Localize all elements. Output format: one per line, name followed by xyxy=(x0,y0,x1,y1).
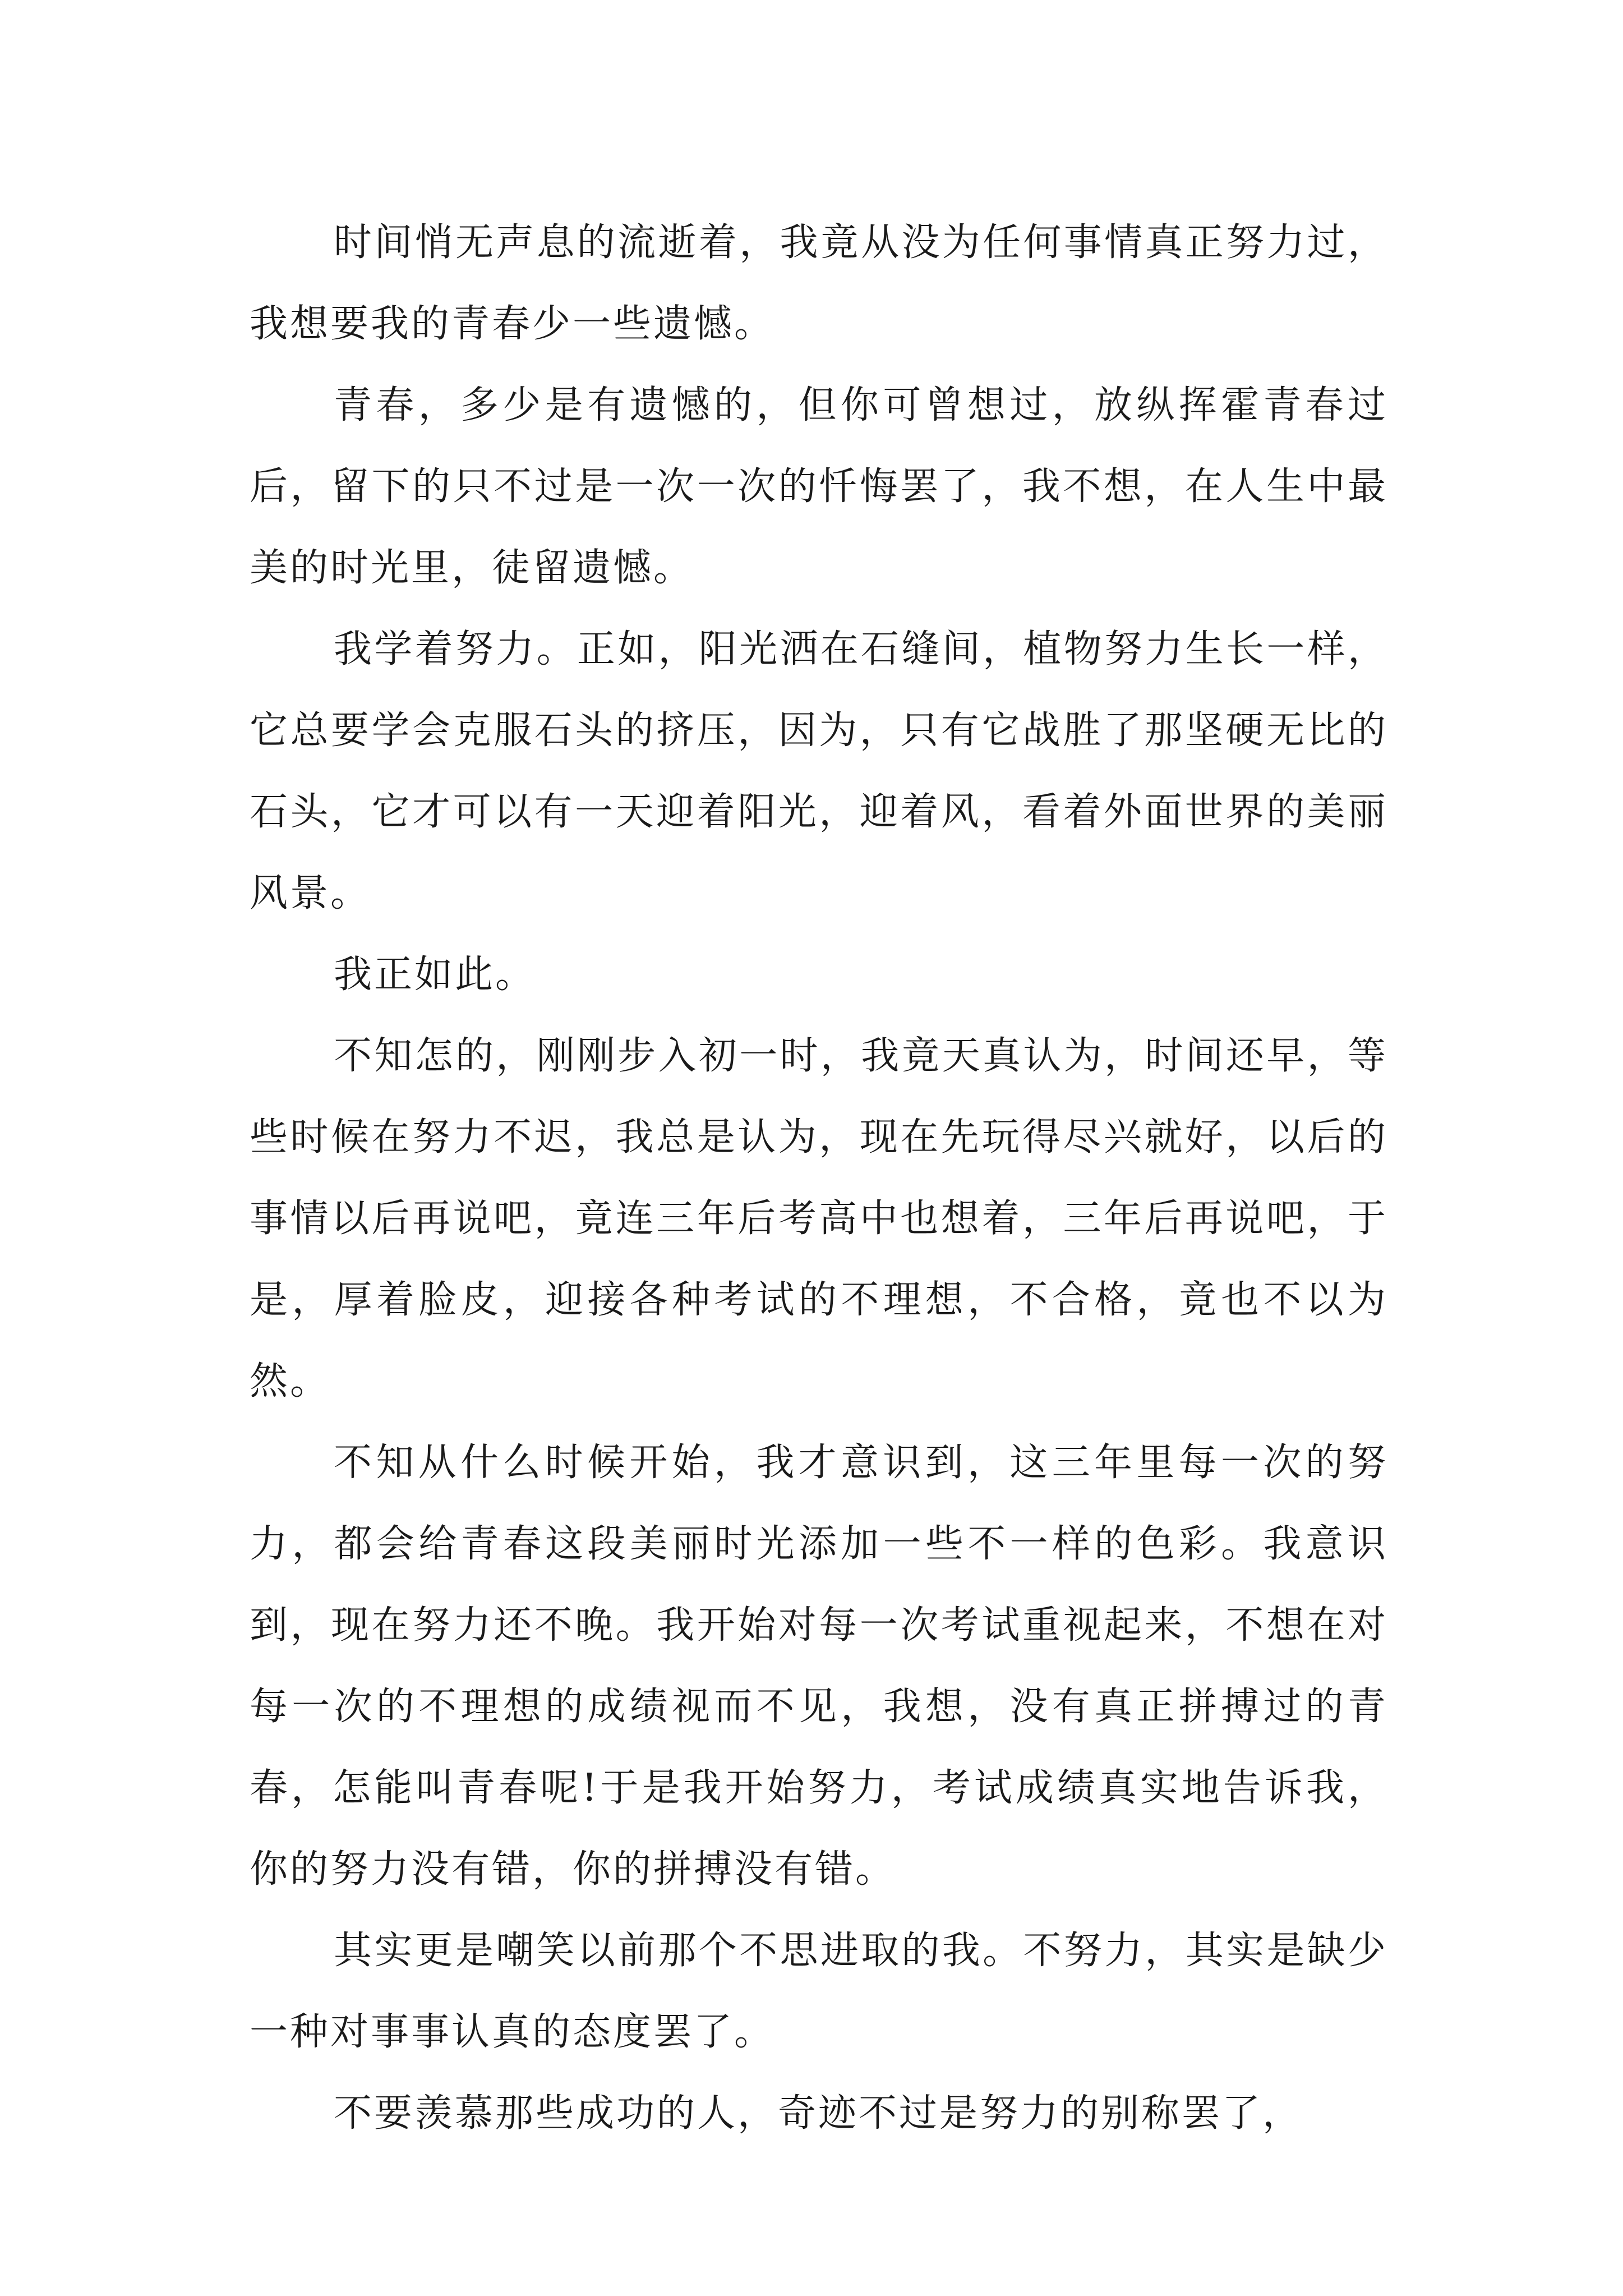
paragraph: 其实更是嘲笑以前那个不思进取的我。不努力，其实是缺少一种对事事认真的态度罢了。 xyxy=(250,1929,1388,2054)
paragraph: 青春，多少是有遗憾的，但你可曾想过，放纵挥霍青春过后，留下的只不过是一次一次的忏悔罢了，我不想，在人生中最美的时光里，徒留遗憾。 xyxy=(250,383,1388,590)
paragraph: 我学着努力。正如，阳光洒在石缝间，植物努力生长一样，它总要学会克服石头的挤压，因为，只有它战胜了那坚硬无比的石头，它才可以有一天迎着阳光，迎着风，看着外面世界的美丽风景。 xyxy=(250,627,1388,915)
paragraph: 不要羡慕那些成功的人，奇迹不过是努力的别称罢了， xyxy=(334,2091,1303,2136)
paragraph: 时间悄无声息的流逝着，我竟从没为任何事情真正努力过，我想要我的青春少一些遗憾。 xyxy=(250,220,1388,346)
paragraph: 不知从什么时候开始，我才意识到，这三年里每一次的努力，都会给青春这段美丽时光添加一些不一样的色彩。我意识到，现在努力还不晚。我开始对每一次考试重视起来，不想在对每一次的不理想的成绩视而不见，我想，没有真正拼搏过的青春，怎能叫青春呢!于是我开始努力，考试成绩真实地告诉我，你的努力没有错，你的拼搏没有错。 xyxy=(250,1441,1388,1892)
document-body xyxy=(250,202,1388,2154)
paragraph: 我正如此。 xyxy=(334,953,536,997)
paragraph: 不知怎的，刚刚步入初一时，我竟天真认为，时间还早，等些时候在努力不迟，我总是认为，现在先玩得尽兴就好，以后的事情以后再说吧，竟连三年后考高中也想着，三年后再说吧，于是，厚着脸皮，迎接各种考试的不理想，不合格，竟也不以为然。 xyxy=(250,1034,1388,1404)
